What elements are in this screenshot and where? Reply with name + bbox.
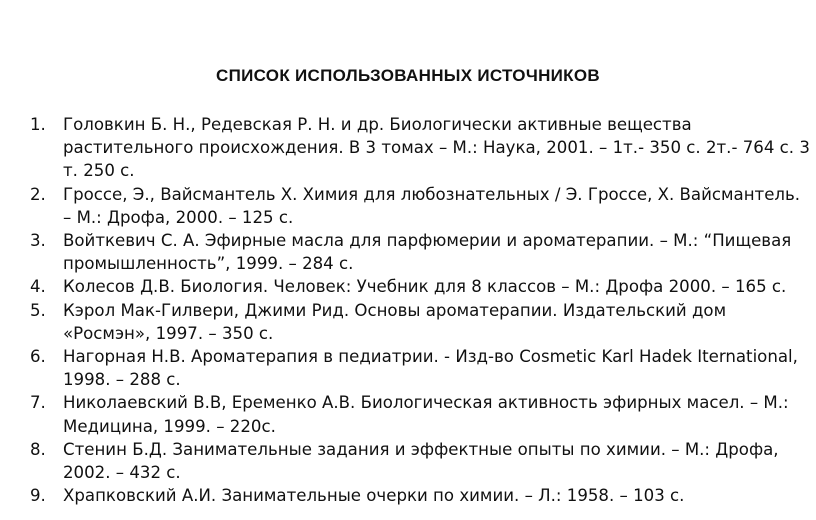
reference-text: Храпковский А.И. Занимательные очерки по химии. – Л.: 1958. – 103 с. [63, 486, 685, 506]
reference-number: 1. [30, 115, 46, 134]
reference-number: 8. [30, 439, 46, 459]
page-title: СПИСОК ИСПОЛЬЗОВАННЫХ ИСТОЧНИКОВ [216, 66, 600, 85]
reference-item [30, 345, 810, 391]
reference-number: 2. [30, 184, 46, 204]
reference-number: 6. [30, 347, 46, 367]
reference-item [30, 484, 810, 507]
reference-text: Стенин Б.Д. Занимательные задания и эффектные опыты по химии. – М.: Дрофа, 2002. – 432 с. [63, 439, 779, 483]
reference-item [30, 299, 810, 345]
reference-item [30, 275, 810, 298]
reference-text: Головкин Б. Н., Редевская Р. Н. и др. Биологически активные вещества растительного происхождения. В 3 томах – М.: Наука, 2001. – 1т.- 350 с. 2т.- 764 с. 3 т. 250 с. [63, 115, 810, 181]
reference-text: Кэрол Мак-Гилвери, Джими Рид. Основы ароматерапии. Издательский дом «Росмэн», 1997. – 350 с. [63, 300, 727, 343]
reference-text: Колесов Д.В. Биология. Человек: Учебник для 8 классов – М.: Дрофа 2000. – 165 с. [63, 277, 787, 297]
reference-number: 7. [30, 393, 46, 413]
reference-list [30, 113, 810, 507]
reference-item [30, 183, 810, 229]
reference-number: 9. [30, 486, 46, 506]
reference-item [30, 229, 810, 275]
reference-number: 3. [30, 231, 46, 251]
reference-item [30, 391, 810, 437]
reference-text: Николаевский В.В, Еременко А.В. Биологическая активность эфирных масел. – М.: Медицина, 1999. – 220с. [63, 393, 789, 436]
reference-text: Гроссе, Э., Вайсмантель Х. Химия для любознательных / Э. Гроссе, Х. Вайсмантель. – М.: Дрофа, 2000. – 125 с. [63, 184, 801, 227]
reference-item [30, 113, 810, 183]
reference-number: 5. [30, 300, 46, 320]
reference-number: 4. [30, 277, 46, 297]
reference-item [30, 438, 810, 484]
reference-text: Нагорная Н.В. Ароматерапия в педиатрии. - Изд-во Cosmetic Karl Hadek Iternational, 1998. – 288 с. [63, 347, 798, 390]
reference-text: Войткевич С. А. Эфирные масла для парфюмерии и ароматерапии. – М.: “Пищевая промышленность”, 1999. – 284 с. [63, 231, 792, 274]
